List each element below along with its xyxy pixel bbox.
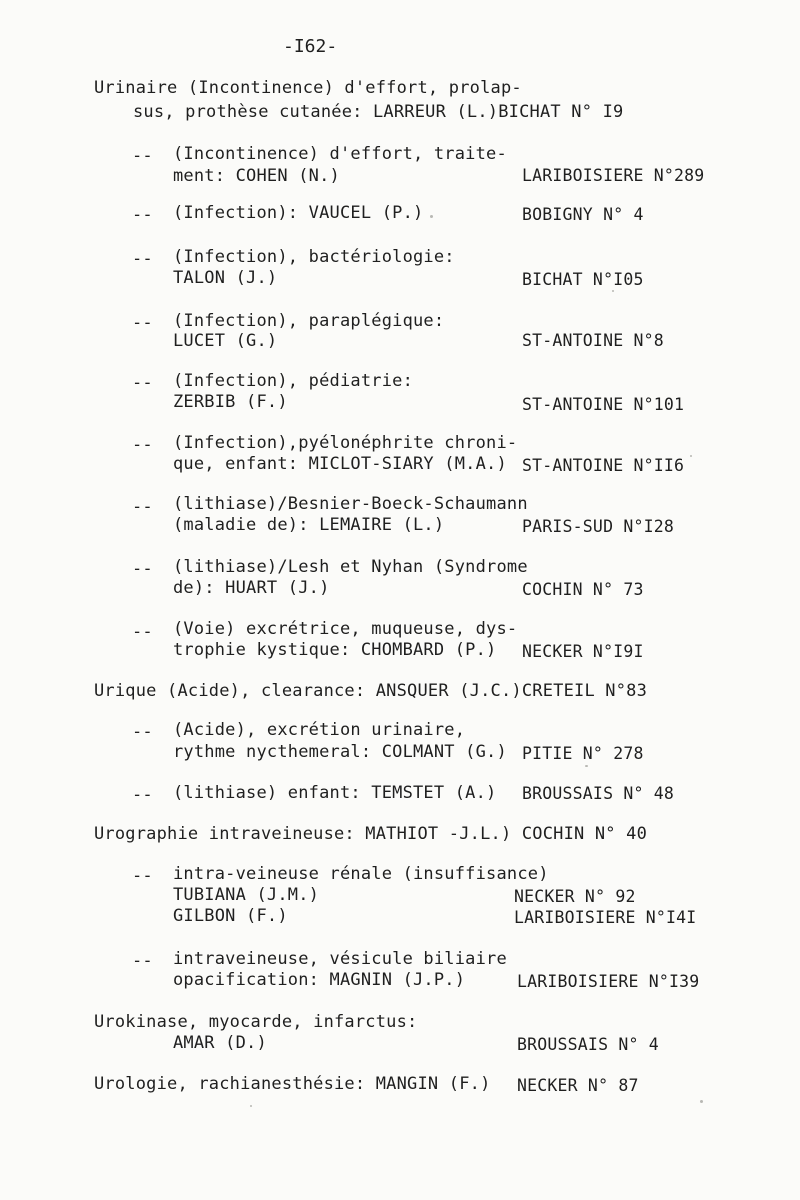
entry-text: intraveineuse, vésicule biliaire xyxy=(173,949,507,969)
entry-location: BOBIGNY N° 4 xyxy=(522,205,644,224)
entry-text: (Infection), paraplégique: xyxy=(173,311,445,331)
entry-text: AMAR (D.) xyxy=(173,1033,267,1053)
entry-text: (Infection): VAUCEL (P.) xyxy=(173,203,424,223)
entry-location: ST-ANTOINE N°8 xyxy=(522,331,664,350)
entry-text: (Infection), pédiatrie: xyxy=(173,371,414,391)
entry-head-text: Urologie, rachianesthésie: MANGIN (F.) xyxy=(94,1074,491,1094)
entry-text: de): HUART (J.) xyxy=(173,578,330,598)
entry-head-text: Urique (Acide), clearance: ANSQUER (J.C.)CRETEIL N°83 xyxy=(94,681,648,701)
entry-location: LARIBOISIERE N°I4I xyxy=(514,908,697,927)
entry-location: ST-ANTOINE N°101 xyxy=(522,395,685,414)
entry-text: intra-veineuse rénale (insuffisance) xyxy=(173,864,549,884)
entry-text: ZERBIB (F.) xyxy=(173,392,288,412)
entry-dash: -- xyxy=(132,205,153,225)
entry-text: (lithiase)/Besnier-Boeck-Schaumann xyxy=(173,494,528,514)
entry-location: LARIBOISIERE N°I39 xyxy=(517,972,700,991)
entry-dash: -- xyxy=(132,497,153,517)
entry-text: rythme nycthemeral: COLMANT (G.) xyxy=(173,742,507,762)
scan-speck xyxy=(250,1105,252,1107)
entry-text: (Acide), excrétion urinaire, xyxy=(173,720,466,740)
entry-text: TALON (J.) xyxy=(173,268,278,288)
entry-head-text: Urokinase, myocarde, infarctus: xyxy=(94,1012,418,1032)
entry-dash: -- xyxy=(132,249,153,269)
entry-text: (Infection),pyélonéphrite chroni- xyxy=(173,433,518,453)
entry-dash: -- xyxy=(132,373,153,393)
entry-text: (Voie) excrétrice, muqueuse, dys- xyxy=(173,619,518,639)
entry-head-text: Urinaire (Incontinence) d'effort, prolap- xyxy=(94,78,522,98)
entry-text: que, enfant: MICLOT-SIARY (M.A.) xyxy=(173,454,507,474)
entry-dash: -- xyxy=(132,559,153,579)
entry-dash: -- xyxy=(132,146,153,166)
entry-location: ST-ANTOINE N°II6 xyxy=(522,456,685,475)
entry-location: PITIE N° 278 xyxy=(522,744,644,763)
entry-location: PARIS-SUD N°I28 xyxy=(522,517,675,536)
entry-location: BROUSSAIS N° 48 xyxy=(522,784,675,803)
scan-speck xyxy=(430,215,433,218)
entry-head-text: Urographie intraveineuse: MATHIOT -J.L.) COCHIN N° 40 xyxy=(94,824,648,844)
entry-location: NECKER N° 87 xyxy=(517,1076,639,1095)
entry-location: NECKER N°I9I xyxy=(522,642,644,661)
entry-text: (lithiase)/Lesh et Nyhan (Syndrome xyxy=(173,557,528,577)
entry-text: trophie kystique: CHOMBARD (P.) xyxy=(173,640,497,660)
entry-dash: -- xyxy=(132,785,153,805)
entry-dash: -- xyxy=(132,951,153,971)
entry-text: (Incontinence) d'effort, traite- xyxy=(173,144,507,164)
entry-dash: -- xyxy=(132,313,153,333)
entry-text: (maladie de): LEMAIRE (L.) xyxy=(173,515,445,535)
entry-dash: -- xyxy=(132,866,153,886)
entry-text: opacification: MAGNIN (J.P.) xyxy=(173,970,466,990)
entry-text: sus, prothèse cutanée: LARREUR (L.)BICHAT N° I9 xyxy=(133,102,624,122)
entry-text: GILBON (F.) xyxy=(173,906,288,926)
entry-dash: -- xyxy=(132,435,153,455)
page-number: -I62- xyxy=(283,36,338,57)
entry-text: ment: COHEN (N.) xyxy=(173,166,340,186)
entry-location: LARIBOISIERE N°289 xyxy=(522,166,705,185)
entry-location: NECKER N° 92 xyxy=(514,887,636,906)
entry-location: BICHAT N°I05 xyxy=(522,270,644,289)
scan-speck xyxy=(585,765,588,767)
entry-text: LUCET (G.) xyxy=(173,331,278,351)
entry-location: BROUSSAIS N° 4 xyxy=(517,1035,659,1054)
entry-text: TUBIANA (J.M.) xyxy=(173,885,320,905)
scan-speck xyxy=(612,290,614,292)
scan-speck xyxy=(690,455,692,457)
entry-text: (Infection), bactériologie: xyxy=(173,247,455,267)
entry-text: (lithiase) enfant: TEMSTET (A.) xyxy=(173,783,497,803)
entry-location: COCHIN N° 73 xyxy=(522,580,644,599)
entry-dash: -- xyxy=(132,622,153,642)
entry-dash: -- xyxy=(132,722,153,742)
scan-speck xyxy=(700,1100,703,1103)
